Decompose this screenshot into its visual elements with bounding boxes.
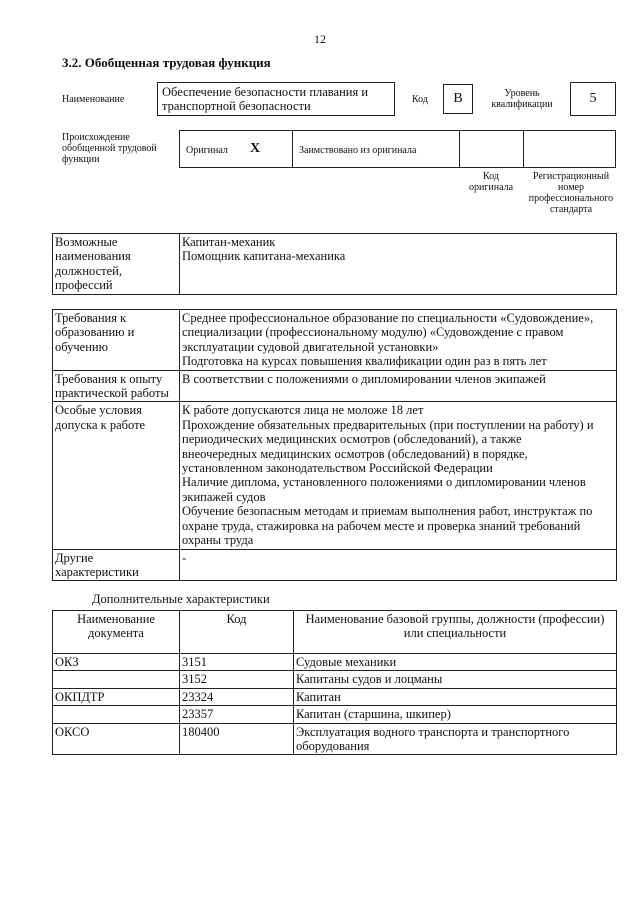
section-title: 3.2. Обобщенная трудовая функция: [62, 55, 271, 70]
doc-cell: ОКЗ: [53, 654, 180, 671]
label-line: наименования: [55, 249, 131, 264]
level-label-line: Уровень: [504, 88, 540, 99]
name-line: оборудования: [296, 739, 370, 754]
name-cell: [294, 671, 617, 688]
education-label: [53, 310, 180, 371]
origin-label-line: Происхождение: [62, 132, 130, 143]
caption-line: стандарта: [549, 204, 593, 215]
position-item: Помощник капитана-механика: [182, 249, 346, 264]
origin-label-line: функции: [62, 154, 100, 165]
header-line: Наименование базовой группы, должности (профессии): [305, 612, 605, 626]
label-line: должностей,: [55, 263, 122, 278]
table-row: [53, 310, 617, 371]
value-line: Обучение безопасным методам и приемам выполнения работ, инструктаж по: [182, 504, 593, 519]
name-line: Капитан (старшина, шкипер): [296, 707, 451, 722]
code-cell: 23324: [180, 688, 294, 705]
requirements-table: [52, 309, 617, 581]
page-number: 12: [314, 32, 326, 46]
value-line: Среднее профессиональное образование по специальности «Судовождение»,: [182, 311, 594, 325]
value-line: К работе допускаются лица не моложе 18 лет: [182, 403, 424, 418]
caption-line: Код: [483, 171, 499, 182]
value-line: охране труда, стажировка на рабочем месте и проверка знаний требований: [182, 518, 581, 533]
table-row: [53, 234, 617, 295]
other-label: [53, 549, 180, 581]
table-row: [53, 402, 617, 549]
label-line: профессий: [55, 278, 113, 293]
caption-line: профессионального: [528, 193, 614, 204]
value-line: эксплуатации судовой двигательной установки»: [182, 339, 439, 354]
label-line: обучению: [55, 339, 108, 354]
header-line: или специальности: [403, 626, 507, 641]
function-name-line: транспортной безопасности: [162, 99, 311, 113]
name-cell: [294, 723, 617, 755]
table-row: [53, 723, 617, 755]
code-label: Код: [412, 94, 428, 105]
name-cell: [294, 706, 617, 723]
label-line: Особые условия: [55, 403, 142, 418]
origin-box: [179, 130, 616, 168]
divider: [459, 131, 460, 167]
value-line: специализации (профессиональному модулю) «Судовождение с правом: [182, 325, 564, 340]
label-line: допуска к работе: [55, 417, 146, 432]
code-cell: 3151: [180, 654, 294, 671]
table-row: [53, 654, 617, 671]
code-cell: 23357: [180, 706, 294, 723]
name-line: Капитан: [296, 689, 341, 704]
name-cell: [294, 654, 617, 671]
value-line: охраны труда: [182, 533, 254, 548]
caption-line: оригинала: [468, 182, 514, 193]
admission-value: [180, 402, 617, 549]
table-row: [53, 370, 617, 402]
value-line: установленном законодательством Российской Федерации: [182, 461, 493, 476]
code-cell: 3152: [180, 671, 294, 688]
doc-cell: ОКПДТР: [53, 688, 180, 705]
header-line: документа: [88, 626, 144, 641]
origin-original-cell: [180, 131, 293, 167]
label-line: Требования к опыту: [55, 371, 163, 386]
level-value-box: 5: [570, 82, 616, 116]
other-value: [180, 549, 617, 581]
value-line: Подготовка на курсах повышения квалификации один раз в пять лет: [182, 354, 547, 369]
experience-value: [180, 370, 617, 402]
value-line: периодических медицинских осмотров (обследований), а также: [182, 432, 522, 447]
label-line: характеристики: [55, 564, 139, 579]
additional-table: [52, 610, 617, 755]
table-row: [53, 706, 617, 723]
header-code: Код: [180, 611, 294, 654]
caption-line: номер: [558, 182, 584, 193]
label-line: Возможные: [55, 235, 118, 249]
function-name-line: Обеспечение безопасности плавания и: [162, 85, 369, 99]
label-line: практической работы: [55, 386, 169, 401]
header-name: [294, 611, 617, 654]
name-label: Наименование: [62, 94, 125, 105]
name-line: Эксплуатация водного транспорта и транспортного: [296, 724, 570, 739]
code-cell: 180400: [180, 723, 294, 755]
value-line: -: [182, 550, 187, 565]
positions-table: [52, 233, 617, 295]
name-cell: [294, 688, 617, 705]
name-line: Капитаны судов и лоцманы: [296, 672, 443, 687]
admission-label: [53, 402, 180, 549]
label-line: Другие: [55, 550, 94, 565]
value-line: Наличие диплома, установленного положениями о дипломировании членов: [182, 475, 586, 490]
additional-title: Дополнительные характеристики: [92, 592, 270, 606]
divider: [523, 131, 524, 167]
doc-cell: [53, 706, 180, 723]
table-header-row: [53, 611, 617, 654]
name-line: Судовые механики: [296, 655, 397, 669]
value-line: Прохождение обязательных предварительных (при поступлении на работу) и: [182, 417, 594, 432]
reg-number-caption: [524, 171, 618, 215]
table-row: [53, 549, 617, 581]
value-line: внеочередных медицинских осмотров (обследований) в порядке,: [182, 446, 528, 461]
level-label: [485, 88, 559, 110]
header-line: Наименование: [77, 612, 155, 626]
origin-label-line: обобщенной трудовой: [62, 143, 157, 154]
positions-values: [180, 234, 617, 295]
header-document: [53, 611, 180, 654]
label-line: Требования к: [55, 311, 127, 325]
label-line: образованию и: [55, 325, 135, 340]
borrowed-label: Заимствовано из оригинала: [299, 145, 417, 156]
value-line: В соответствии с положениями о дипломировании членов экипажей: [182, 371, 546, 386]
code-value-box: B: [443, 84, 473, 114]
positions-label: [53, 234, 180, 295]
doc-cell: [53, 671, 180, 688]
value-line: экипажей судов: [182, 489, 266, 504]
table-row: [53, 688, 617, 705]
table-row: [53, 671, 617, 688]
origin-label: [62, 132, 157, 165]
caption-line: Регистрационный: [532, 171, 610, 182]
code-original-caption: [458, 171, 524, 193]
level-label-line: квалификации: [491, 99, 553, 110]
original-checkmark: X: [250, 141, 261, 156]
position-item: Капитан-механик: [182, 235, 276, 249]
function-name-box: [157, 82, 395, 116]
experience-label: [53, 370, 180, 402]
original-label: Оригинал: [186, 145, 228, 156]
doc-cell: ОКСО: [53, 723, 180, 755]
education-value: [180, 310, 617, 371]
